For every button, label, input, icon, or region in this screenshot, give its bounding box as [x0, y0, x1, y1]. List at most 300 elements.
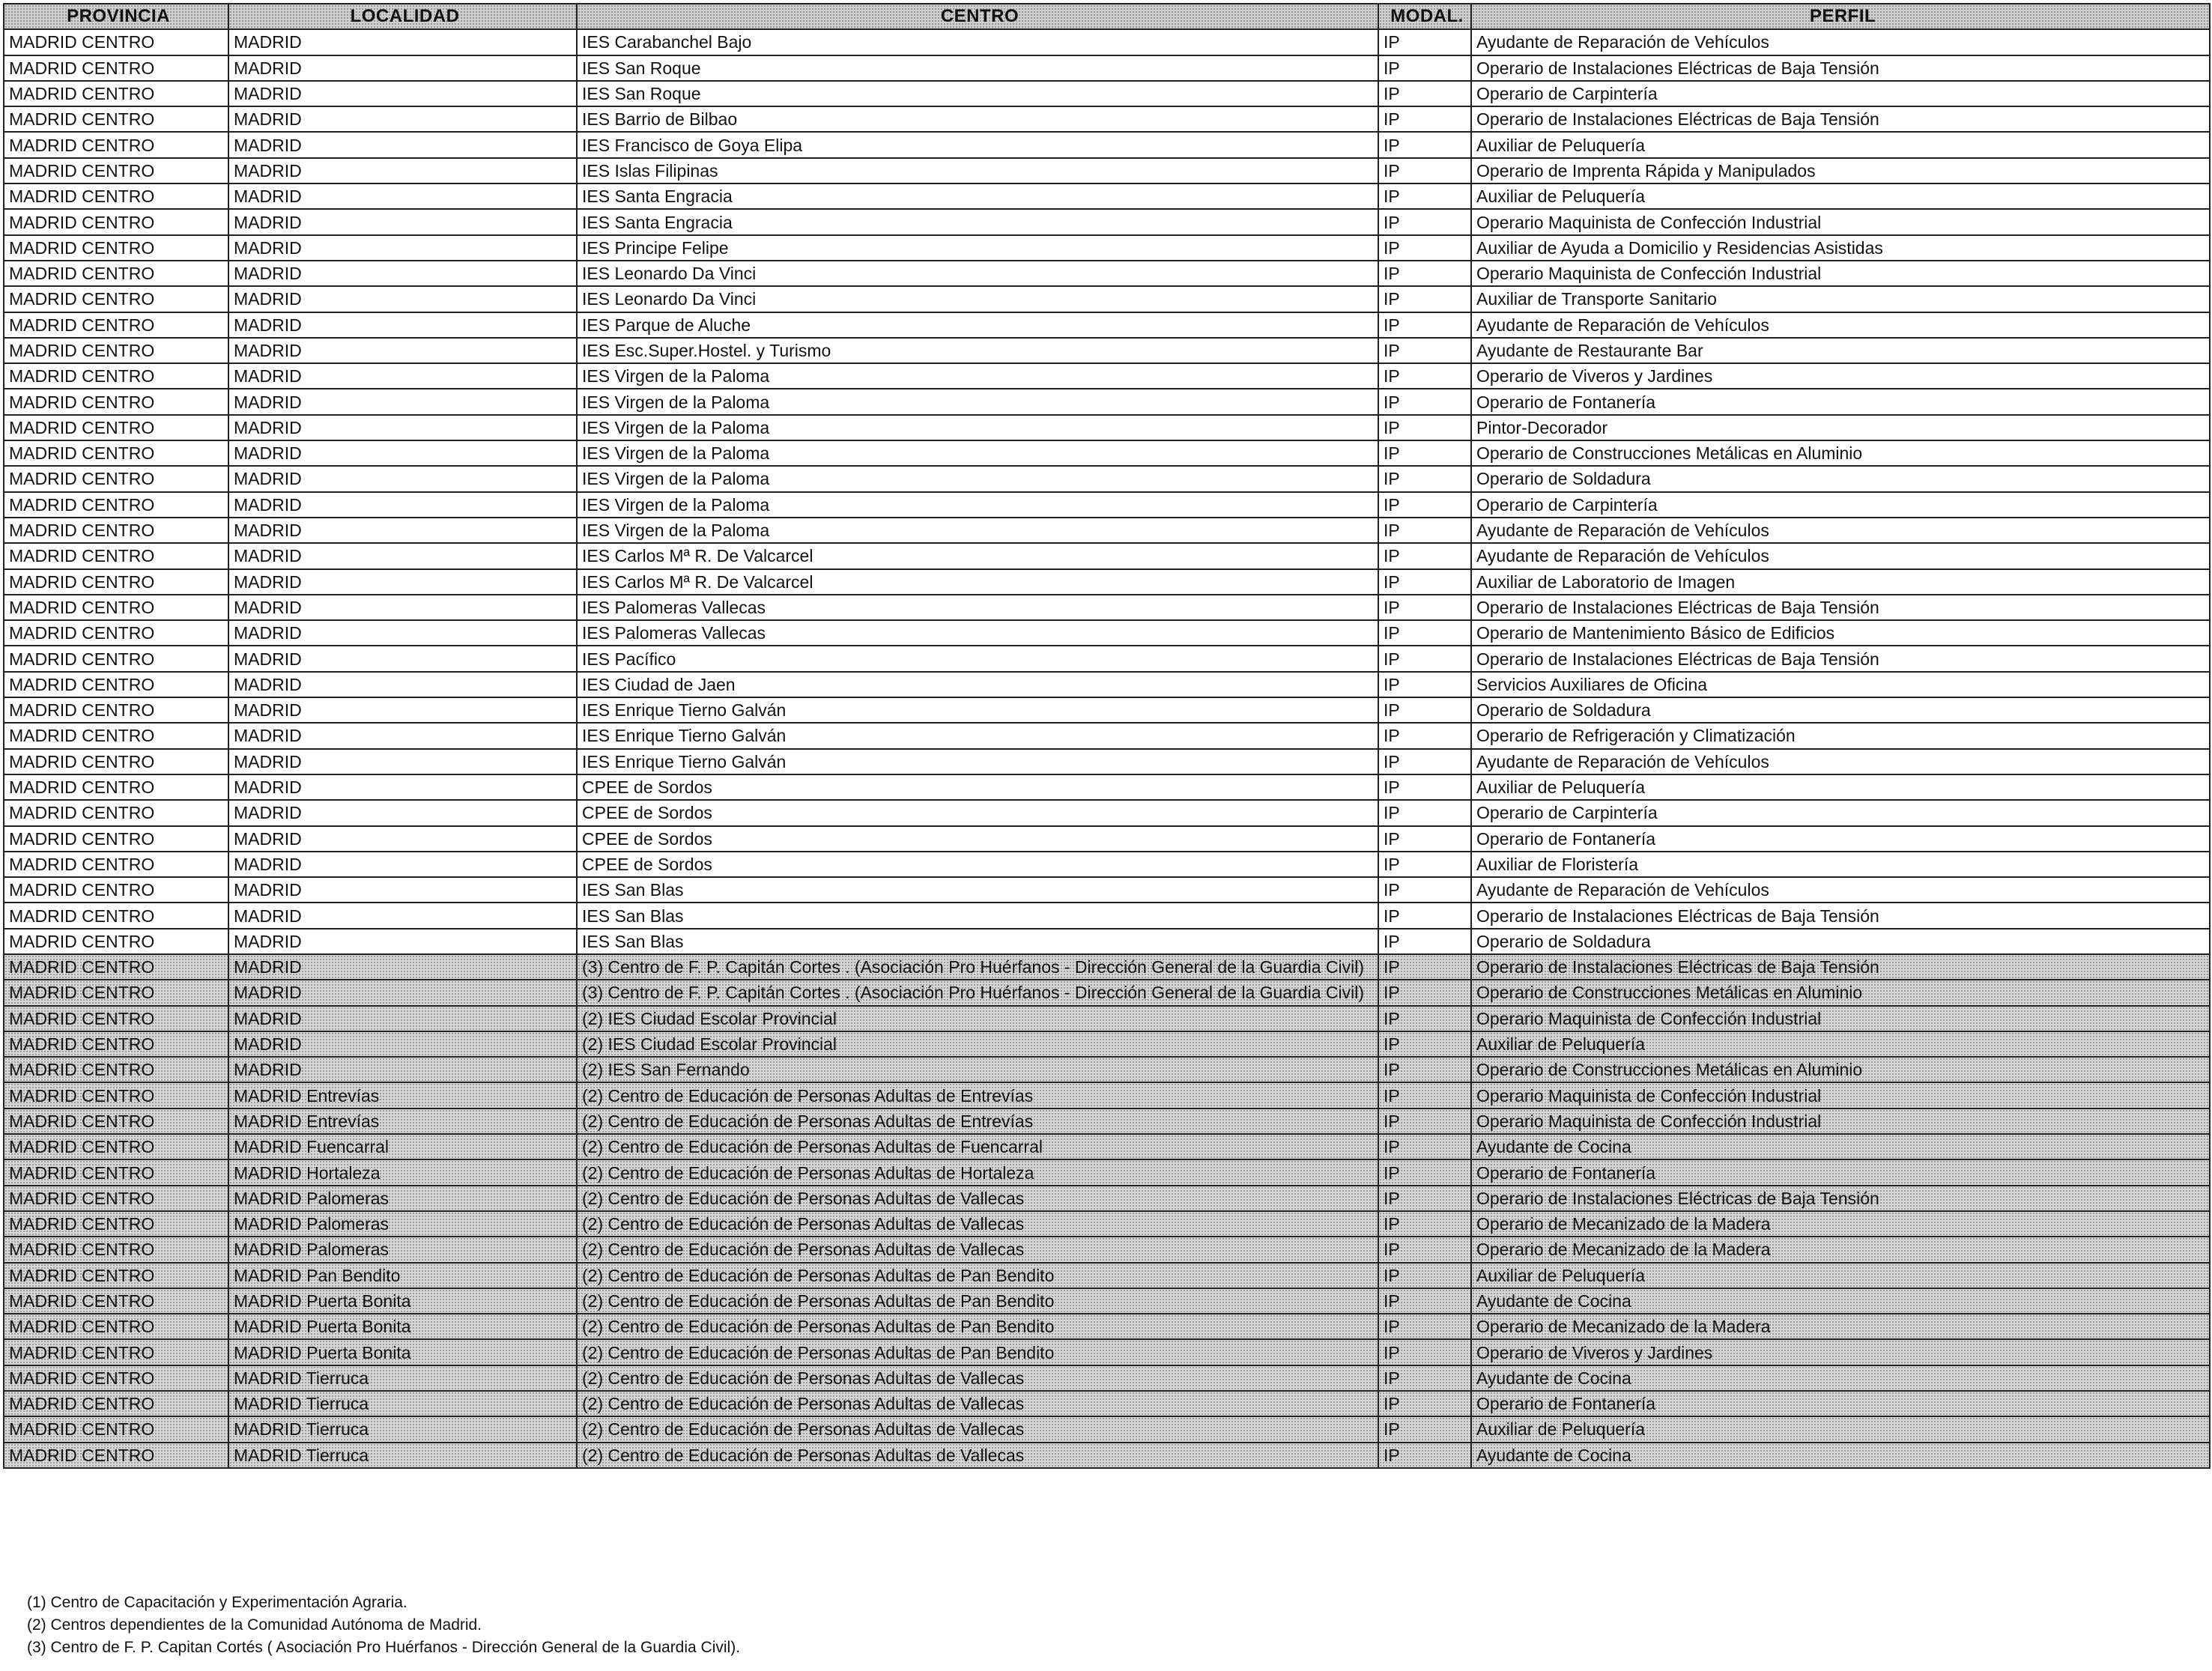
table-row — [4, 1159, 2210, 1185]
cell-modal: IP — [1378, 1237, 1471, 1262]
cell-localidad: MADRID Fuencarral — [228, 1134, 577, 1159]
table-row — [4, 1006, 2210, 1031]
cell-provincia: MADRID CENTRO — [4, 1006, 228, 1031]
cell-perfil: Auxiliar de Peluquería — [1471, 132, 2210, 157]
cell-provincia: MADRID CENTRO — [4, 235, 228, 261]
cell-perfil: Ayudante de Reparación de Vehículos — [1471, 29, 2210, 55]
table-row — [4, 235, 2210, 261]
cell-perfil: Auxiliar de Peluquería — [1471, 774, 2210, 800]
cell-localidad: MADRID — [228, 569, 577, 595]
cell-perfil: Auxiliar de Peluquería — [1471, 1263, 2210, 1288]
cell-localidad: MADRID — [228, 774, 577, 800]
table-row — [4, 903, 2210, 928]
cell-localidad: MADRID — [228, 1057, 577, 1082]
table-row — [4, 749, 2210, 774]
cell-perfil: Operario de Viveros y Jardines — [1471, 1339, 2210, 1365]
cell-localidad: MADRID — [228, 389, 577, 414]
cell-centro: IES San Roque — [577, 55, 1378, 81]
cell-perfil: Operario de Mecanizado de la Madera — [1471, 1314, 2210, 1339]
table-row — [4, 723, 2210, 748]
cell-centro: IES San Blas — [577, 877, 1378, 903]
table-row — [4, 518, 2210, 543]
cell-modal: IP — [1378, 1031, 1471, 1057]
table-row — [4, 261, 2210, 286]
cell-perfil: Ayudante de Reparación de Vehículos — [1471, 543, 2210, 568]
cell-perfil: Operario Maquinista de Confección Industrial — [1471, 1082, 2210, 1108]
table-row — [4, 543, 2210, 568]
cell-centro: IES Virgen de la Paloma — [577, 389, 1378, 414]
cell-perfil: Operario de Construcciones Metálicas en Aluminio — [1471, 1057, 2210, 1082]
cell-centro: CPEE de Sordos — [577, 826, 1378, 852]
footnote-3: (3) Centro de F. P. Capitan Cortés ( Asociación Pro Huérfanos - Dirección General de la Guardia Civil). — [27, 1639, 741, 1656]
cell-perfil: Auxiliar de Peluquería — [1471, 1416, 2210, 1442]
table-row — [4, 132, 2210, 157]
table-row — [4, 826, 2210, 852]
cell-modal: IP — [1378, 826, 1471, 852]
cell-modal: IP — [1378, 29, 1471, 55]
cell-perfil: Servicios Auxiliares de Oficina — [1471, 672, 2210, 697]
cell-modal: IP — [1378, 569, 1471, 595]
cell-provincia: MADRID CENTRO — [4, 312, 228, 338]
cell-provincia: MADRID CENTRO — [4, 749, 228, 774]
table-row — [4, 1288, 2210, 1314]
cell-modal: IP — [1378, 543, 1471, 568]
cell-provincia: MADRID CENTRO — [4, 620, 228, 646]
cell-perfil: Operario de Carpintería — [1471, 492, 2210, 518]
table-row — [4, 158, 2210, 184]
cell-perfil: Operario de Soldadura — [1471, 466, 2210, 491]
cell-modal: IP — [1378, 235, 1471, 261]
table-row — [4, 1237, 2210, 1262]
table-row — [4, 55, 2210, 81]
table-row — [4, 800, 2210, 825]
cell-centro: IES Carlos Mª R. De Valcarcel — [577, 569, 1378, 595]
cell-provincia: MADRID CENTRO — [4, 1211, 228, 1237]
cell-perfil: Operario de Construcciones Metálicas en Aluminio — [1471, 980, 2210, 1005]
cell-provincia: MADRID CENTRO — [4, 209, 228, 234]
cell-localidad: MADRID — [228, 158, 577, 184]
table-row — [4, 1339, 2210, 1365]
cell-provincia: MADRID CENTRO — [4, 1339, 228, 1365]
cell-provincia: MADRID CENTRO — [4, 492, 228, 518]
table-body — [4, 29, 2210, 1468]
cell-localidad: MADRID — [228, 954, 577, 980]
table-row — [4, 363, 2210, 389]
cell-perfil: Operario Maquinista de Confección Industrial — [1471, 1109, 2210, 1134]
cell-centro: IES Ciudad de Jaen — [577, 672, 1378, 697]
cell-modal: IP — [1378, 106, 1471, 132]
cell-localidad: MADRID — [228, 518, 577, 543]
cell-perfil: Ayudante de Reparación de Vehículos — [1471, 518, 2210, 543]
cell-modal: IP — [1378, 1391, 1471, 1416]
cell-perfil: Auxiliar de Laboratorio de Imagen — [1471, 569, 2210, 595]
cell-modal: IP — [1378, 954, 1471, 980]
cell-provincia: MADRID CENTRO — [4, 286, 228, 312]
cell-modal: IP — [1378, 1211, 1471, 1237]
table-row — [4, 1391, 2210, 1416]
cell-modal: IP — [1378, 774, 1471, 800]
cell-modal: IP — [1378, 1109, 1471, 1134]
table-row — [4, 106, 2210, 132]
cell-provincia: MADRID CENTRO — [4, 1416, 228, 1442]
cell-provincia: MADRID CENTRO — [4, 440, 228, 466]
cell-localidad: MADRID — [228, 55, 577, 81]
cell-centro: IES Islas Filipinas — [577, 158, 1378, 184]
cell-modal: IP — [1378, 440, 1471, 466]
cell-centro: (2) Centro de Educación de Personas Adultas de Vallecas — [577, 1186, 1378, 1211]
cell-provincia: MADRID CENTRO — [4, 800, 228, 825]
cell-localidad: MADRID — [228, 929, 577, 954]
cell-centro: IES Barrio de Bilbao — [577, 106, 1378, 132]
table-row — [4, 389, 2210, 414]
cell-modal: IP — [1378, 1082, 1471, 1108]
cell-perfil: Auxiliar de Transporte Sanitario — [1471, 286, 2210, 312]
cell-localidad: MADRID — [228, 132, 577, 157]
cell-centro: IES Enrique Tierno Galván — [577, 723, 1378, 748]
cell-localidad: MADRID — [228, 338, 577, 363]
cell-localidad: MADRID — [228, 877, 577, 903]
table-row — [4, 1365, 2210, 1391]
cell-modal: IP — [1378, 595, 1471, 620]
cell-localidad: MADRID — [228, 749, 577, 774]
header-modal: MODAL. — [1378, 4, 1471, 29]
table-header-row — [4, 4, 2210, 29]
cell-modal: IP — [1378, 518, 1471, 543]
table-row — [4, 774, 2210, 800]
cell-centro: CPEE de Sordos — [577, 800, 1378, 825]
cell-provincia: MADRID CENTRO — [4, 1237, 228, 1262]
table-row — [4, 620, 2210, 646]
cell-perfil: Operario de Fontanería — [1471, 389, 2210, 414]
cell-provincia: MADRID CENTRO — [4, 1159, 228, 1185]
cell-modal: IP — [1378, 389, 1471, 414]
cell-centro: (2) Centro de Educación de Personas Adultas de Vallecas — [577, 1365, 1378, 1391]
table-row — [4, 852, 2210, 877]
cell-localidad: MADRID — [228, 29, 577, 55]
cell-modal: IP — [1378, 158, 1471, 184]
cell-modal: IP — [1378, 363, 1471, 389]
cell-provincia: MADRID CENTRO — [4, 81, 228, 106]
cell-centro: (2) Centro de Educación de Personas Adultas de Vallecas — [577, 1443, 1378, 1468]
cell-centro: IES Palomeras Vallecas — [577, 620, 1378, 646]
cell-localidad: MADRID — [228, 261, 577, 286]
cell-perfil: Operario de Instalaciones Eléctricas de Baja Tensión — [1471, 954, 2210, 980]
cell-perfil: Operario de Mecanizado de la Madera — [1471, 1237, 2210, 1262]
table-row — [4, 646, 2210, 671]
cell-centro: IES Pacífico — [577, 646, 1378, 671]
cell-provincia: MADRID CENTRO — [4, 980, 228, 1005]
cell-modal: IP — [1378, 1057, 1471, 1082]
cell-localidad: MADRID — [228, 363, 577, 389]
cell-perfil: Operario de Instalaciones Eléctricas de Baja Tensión — [1471, 106, 2210, 132]
cell-perfil: Operario de Fontanería — [1471, 1159, 2210, 1185]
cell-perfil: Ayudante de Cocina — [1471, 1365, 2210, 1391]
cell-provincia: MADRID CENTRO — [4, 184, 228, 209]
cell-centro: (2) Centro de Educación de Personas Adultas de Pan Bendito — [577, 1314, 1378, 1339]
cell-provincia: MADRID CENTRO — [4, 415, 228, 440]
table-row — [4, 440, 2210, 466]
cell-centro: (2) Centro de Educación de Personas Adultas de Entrevías — [577, 1109, 1378, 1134]
cell-perfil: Auxiliar de Peluquería — [1471, 1031, 2210, 1057]
cell-modal: IP — [1378, 723, 1471, 748]
cell-localidad: MADRID Tierruca — [228, 1416, 577, 1442]
table-row — [4, 1186, 2210, 1211]
cell-localidad: MADRID Tierruca — [228, 1365, 577, 1391]
cell-centro: IES Esc.Super.Hostel. y Turismo — [577, 338, 1378, 363]
cell-centro: (2) IES Ciudad Escolar Provincial — [577, 1031, 1378, 1057]
cell-localidad: MADRID — [228, 620, 577, 646]
table-row — [4, 980, 2210, 1005]
cell-localidad: MADRID Entrevías — [228, 1082, 577, 1108]
cell-provincia: MADRID CENTRO — [4, 954, 228, 980]
cell-perfil: Operario Maquinista de Confección Industrial — [1471, 209, 2210, 234]
cell-provincia: MADRID CENTRO — [4, 1365, 228, 1391]
cell-provincia: MADRID CENTRO — [4, 543, 228, 568]
cell-centro: IES Francisco de Goya Elipa — [577, 132, 1378, 157]
cell-modal: IP — [1378, 261, 1471, 286]
cell-modal: IP — [1378, 852, 1471, 877]
cell-provincia: MADRID CENTRO — [4, 389, 228, 414]
header-centro: CENTRO — [577, 4, 1378, 29]
cell-centro: IES Santa Engracia — [577, 184, 1378, 209]
cell-modal: IP — [1378, 672, 1471, 697]
cell-centro: IES Enrique Tierno Galván — [577, 697, 1378, 723]
cell-provincia: MADRID CENTRO — [4, 903, 228, 928]
cell-localidad: MADRID — [228, 543, 577, 568]
cell-provincia: MADRID CENTRO — [4, 55, 228, 81]
cell-modal: IP — [1378, 312, 1471, 338]
cell-centro: (2) Centro de Educación de Personas Adultas de Entrevías — [577, 1082, 1378, 1108]
cell-localidad: MADRID — [228, 672, 577, 697]
table-row — [4, 1031, 2210, 1057]
cell-localidad: MADRID — [228, 440, 577, 466]
table-row — [4, 81, 2210, 106]
cell-provincia: MADRID CENTRO — [4, 29, 228, 55]
cell-localidad: MADRID — [228, 852, 577, 877]
cell-localidad: MADRID — [228, 209, 577, 234]
cell-modal: IP — [1378, 1263, 1471, 1288]
cell-localidad: MADRID — [228, 723, 577, 748]
table-row — [4, 1443, 2210, 1468]
cell-centro: IES San Blas — [577, 903, 1378, 928]
cell-localidad: MADRID Palomeras — [228, 1237, 577, 1262]
cell-localidad: MADRID — [228, 184, 577, 209]
cell-centro: IES Carlos Mª R. De Valcarcel — [577, 543, 1378, 568]
table-row — [4, 29, 2210, 55]
cell-modal: IP — [1378, 1006, 1471, 1031]
cell-centro: IES Leonardo Da Vinci — [577, 261, 1378, 286]
cell-provincia: MADRID CENTRO — [4, 1391, 228, 1416]
cell-provincia: MADRID CENTRO — [4, 697, 228, 723]
cell-centro: IES San Roque — [577, 81, 1378, 106]
cell-perfil: Ayudante de Cocina — [1471, 1443, 2210, 1468]
cell-localidad: MADRID — [228, 286, 577, 312]
footnotes — [27, 1592, 740, 1659]
cell-provincia: MADRID CENTRO — [4, 1134, 228, 1159]
cell-localidad: MADRID — [228, 312, 577, 338]
cell-centro: IES Virgen de la Paloma — [577, 363, 1378, 389]
cell-localidad: MADRID Puerta Bonita — [228, 1288, 577, 1314]
cell-modal: IP — [1378, 1365, 1471, 1391]
cell-provincia: MADRID CENTRO — [4, 106, 228, 132]
cell-perfil: Ayudante de Reparación de Vehículos — [1471, 877, 2210, 903]
cell-perfil: Operario de Soldadura — [1471, 929, 2210, 954]
cell-modal: IP — [1378, 749, 1471, 774]
cell-modal: IP — [1378, 877, 1471, 903]
cell-perfil: Operario Maquinista de Confección Industrial — [1471, 261, 2210, 286]
cell-modal: IP — [1378, 415, 1471, 440]
cell-centro: (2) IES San Fernando — [577, 1057, 1378, 1082]
cell-perfil: Pintor-Decorador — [1471, 415, 2210, 440]
table-row — [4, 1211, 2210, 1237]
cell-perfil: Operario de Instalaciones Eléctricas de Baja Tensión — [1471, 646, 2210, 671]
cell-centro: (2) Centro de Educación de Personas Adultas de Vallecas — [577, 1416, 1378, 1442]
cell-localidad: MADRID Puerta Bonita — [228, 1339, 577, 1365]
cell-perfil: Ayudante de Cocina — [1471, 1134, 2210, 1159]
cell-perfil: Operario de Soldadura — [1471, 697, 2210, 723]
cell-provincia: MADRID CENTRO — [4, 1443, 228, 1468]
cell-centro: (2) Centro de Educación de Personas Adultas de Fuencarral — [577, 1134, 1378, 1159]
cell-modal: IP — [1378, 1339, 1471, 1365]
cell-provincia: MADRID CENTRO — [4, 1263, 228, 1288]
table-row — [4, 1109, 2210, 1134]
table-row — [4, 492, 2210, 518]
cell-localidad: MADRID Entrevías — [228, 1109, 577, 1134]
cell-modal: IP — [1378, 1134, 1471, 1159]
cell-centro: IES Virgen de la Paloma — [577, 466, 1378, 491]
cell-perfil: Auxiliar de Ayuda a Domicilio y Residencias Asistidas — [1471, 235, 2210, 261]
cell-perfil: Operario de Construcciones Metálicas en Aluminio — [1471, 440, 2210, 466]
cell-modal: IP — [1378, 286, 1471, 312]
cell-centro: IES Palomeras Vallecas — [577, 595, 1378, 620]
cell-perfil: Ayudante de Cocina — [1471, 1288, 2210, 1314]
cell-localidad: MADRID Palomeras — [228, 1186, 577, 1211]
cell-perfil: Operario de Fontanería — [1471, 1391, 2210, 1416]
cell-perfil: Operario de Carpintería — [1471, 81, 2210, 106]
header-localidad: LOCALIDAD — [228, 4, 577, 29]
table-row — [4, 312, 2210, 338]
cell-localidad: MADRID — [228, 903, 577, 928]
cell-centro: (2) IES Ciudad Escolar Provincial — [577, 1006, 1378, 1031]
cell-localidad: MADRID — [228, 980, 577, 1005]
cell-localidad: MADRID Palomeras — [228, 1211, 577, 1237]
cell-provincia: MADRID CENTRO — [4, 1031, 228, 1057]
cell-perfil: Auxiliar de Peluquería — [1471, 184, 2210, 209]
cell-provincia: MADRID CENTRO — [4, 1288, 228, 1314]
cell-provincia: MADRID CENTRO — [4, 1314, 228, 1339]
cell-centro: (3) Centro de F. P. Capitán Cortes . (Asociación Pro Huérfanos - Dirección General de la Guardia Civil) — [577, 954, 1378, 980]
cell-centro: (2) Centro de Educación de Personas Adultas de Pan Bendito — [577, 1339, 1378, 1365]
cell-provincia: MADRID CENTRO — [4, 929, 228, 954]
cell-localidad: MADRID Pan Bendito — [228, 1263, 577, 1288]
cell-provincia: MADRID CENTRO — [4, 877, 228, 903]
cell-centro: IES Carabanchel Bajo — [577, 29, 1378, 55]
cell-perfil: Operario de Instalaciones Eléctricas de Baja Tensión — [1471, 595, 2210, 620]
cell-modal: IP — [1378, 1443, 1471, 1468]
cell-localidad: MADRID — [228, 466, 577, 491]
cell-localidad: MADRID Hortaleza — [228, 1159, 577, 1185]
cell-perfil: Operario de Carpintería — [1471, 800, 2210, 825]
cell-modal: IP — [1378, 1416, 1471, 1442]
cell-provincia: MADRID CENTRO — [4, 672, 228, 697]
cell-perfil: Ayudante de Reparación de Vehículos — [1471, 312, 2210, 338]
cell-perfil: Operario de Imprenta Rápida y Manipulados — [1471, 158, 2210, 184]
table-row — [4, 286, 2210, 312]
table-row — [4, 209, 2210, 234]
cell-modal: IP — [1378, 929, 1471, 954]
cell-localidad: MADRID Tierruca — [228, 1391, 577, 1416]
cell-centro: (2) Centro de Educación de Personas Adultas de Hortaleza — [577, 1159, 1378, 1185]
cell-localidad: MADRID — [228, 81, 577, 106]
table-row — [4, 954, 2210, 980]
centros-table — [3, 3, 2211, 1469]
cell-centro: IES Virgen de la Paloma — [577, 440, 1378, 466]
cell-perfil: Operario de Fontanería — [1471, 826, 2210, 852]
cell-centro: IES Virgen de la Paloma — [577, 492, 1378, 518]
cell-modal: IP — [1378, 620, 1471, 646]
cell-centro: IES Virgen de la Paloma — [577, 415, 1378, 440]
cell-localidad: MADRID — [228, 492, 577, 518]
cell-centro: IES Principe Felipe — [577, 235, 1378, 261]
cell-centro: CPEE de Sordos — [577, 774, 1378, 800]
cell-provincia: MADRID CENTRO — [4, 363, 228, 389]
cell-provincia: MADRID CENTRO — [4, 1186, 228, 1211]
cell-perfil: Operario de Viveros y Jardines — [1471, 363, 2210, 389]
table-row — [4, 338, 2210, 363]
cell-provincia: MADRID CENTRO — [4, 826, 228, 852]
cell-modal: IP — [1378, 980, 1471, 1005]
cell-centro: IES Leonardo Da Vinci — [577, 286, 1378, 312]
cell-localidad: MADRID — [228, 800, 577, 825]
cell-perfil: Ayudante de Restaurante Bar — [1471, 338, 2210, 363]
cell-modal: IP — [1378, 184, 1471, 209]
cell-localidad: MADRID — [228, 646, 577, 671]
cell-localidad: MADRID — [228, 106, 577, 132]
header-perfil: PERFIL — [1471, 4, 2210, 29]
cell-perfil: Operario Maquinista de Confección Industrial — [1471, 1006, 2210, 1031]
cell-modal: IP — [1378, 1159, 1471, 1185]
cell-centro: IES Virgen de la Paloma — [577, 518, 1378, 543]
cell-perfil: Operario de Instalaciones Eléctricas de Baja Tensión — [1471, 903, 2210, 928]
cell-provincia: MADRID CENTRO — [4, 518, 228, 543]
cell-modal: IP — [1378, 1288, 1471, 1314]
cell-perfil: Ayudante de Reparación de Vehículos — [1471, 749, 2210, 774]
cell-provincia: MADRID CENTRO — [4, 261, 228, 286]
cell-provincia: MADRID CENTRO — [4, 338, 228, 363]
cell-provincia: MADRID CENTRO — [4, 1082, 228, 1108]
cell-localidad: MADRID — [228, 1006, 577, 1031]
cell-perfil: Operario de Refrigeración y Climatización — [1471, 723, 2210, 748]
table-row — [4, 1082, 2210, 1108]
cell-modal: IP — [1378, 697, 1471, 723]
cell-localidad: MADRID Tierruca — [228, 1443, 577, 1468]
table-row — [4, 1057, 2210, 1082]
cell-modal: IP — [1378, 1186, 1471, 1211]
cell-centro: IES San Blas — [577, 929, 1378, 954]
cell-localidad: MADRID — [228, 235, 577, 261]
table-row — [4, 415, 2210, 440]
cell-provincia: MADRID CENTRO — [4, 466, 228, 491]
cell-modal: IP — [1378, 800, 1471, 825]
cell-provincia: MADRID CENTRO — [4, 1057, 228, 1082]
cell-localidad: MADRID — [228, 595, 577, 620]
cell-perfil: Operario de Mecanizado de la Madera — [1471, 1211, 2210, 1237]
table-row — [4, 595, 2210, 620]
cell-modal: IP — [1378, 492, 1471, 518]
footnote-1: (1) Centro de Capacitación y Experimentación Agraria. — [27, 1594, 407, 1611]
cell-perfil: Operario de Instalaciones Eléctricas de Baja Tensión — [1471, 1186, 2210, 1211]
cell-localidad: MADRID Puerta Bonita — [228, 1314, 577, 1339]
